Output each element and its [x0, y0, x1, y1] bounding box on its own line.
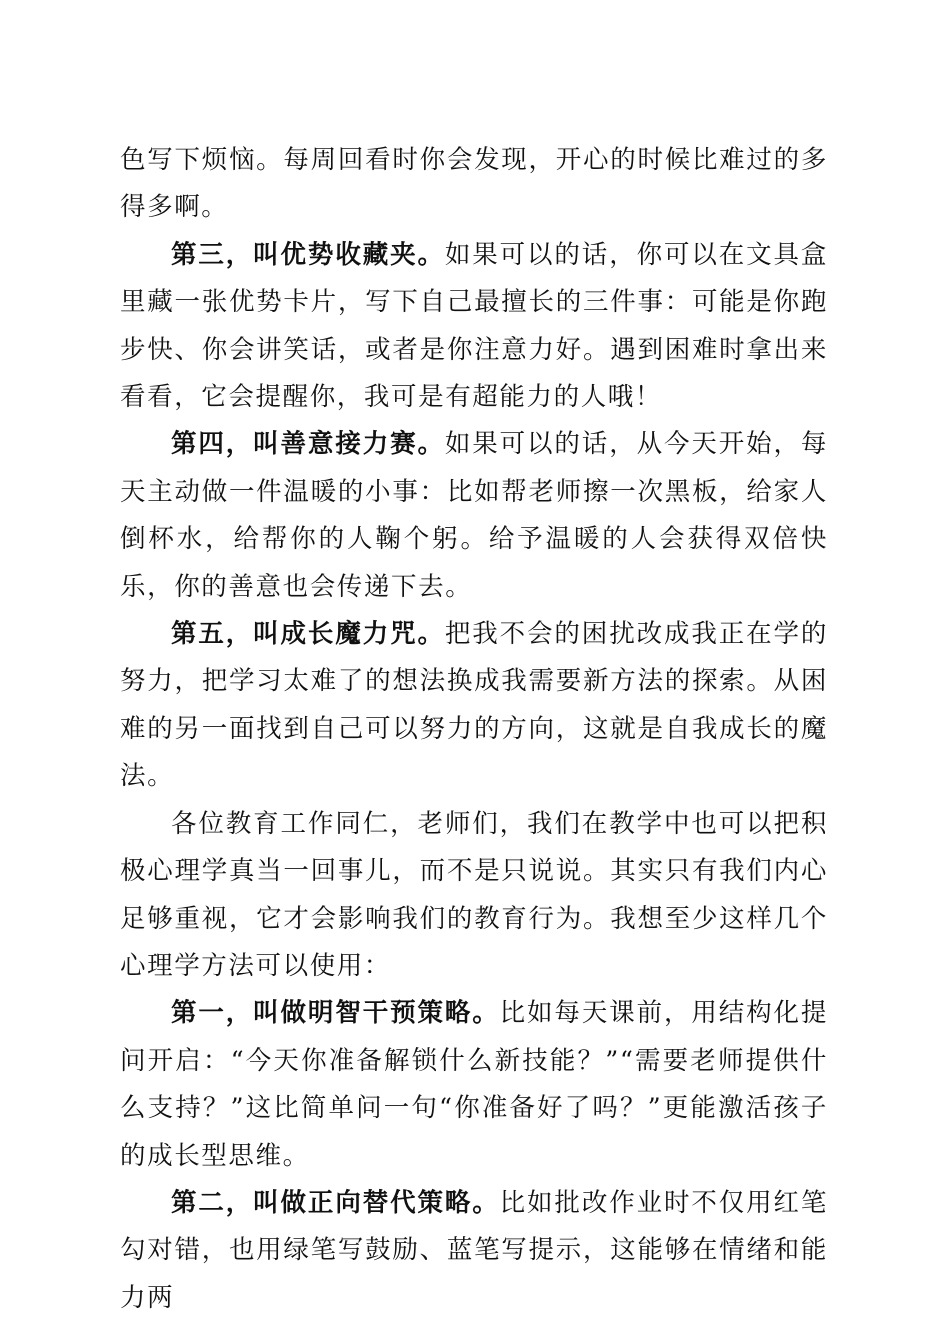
paragraph-text: 比如批改作业时不仅用红笔勾对错，也用绿笔写鼓励、蓝笔写提示，这能够在情绪和能力两	[120, 1187, 829, 1313]
paragraph-lead: 第一，叫做明智干预策略。	[171, 998, 500, 1029]
paragraph-teachers-intro	[120, 801, 828, 991]
paragraph-continuation	[120, 137, 828, 232]
paragraph-lead: 第三，叫优势收藏夹。	[171, 239, 445, 270]
paragraph-text: 如果可以的话，从今天开始，每天主动做一件温暖的小事：比如帮老师擦一次黑板，给家人倒杯水，给帮你的人鞠个躬。给予温暖的人会获得双倍快乐，你的善意也会传递下去。	[120, 429, 828, 602]
paragraph-text: 各位教育工作同仁，老师们，我们在教学中也可以把积极心理学真当一回事儿，而不是只说说。其实只有我们内心足够重视，它才会影响我们的教育行为。我想至少这样几个心理学方法可以使用：	[120, 808, 828, 981]
paragraph-text: 比如每天课前，用结构化提问开启：“今天你准备解锁什么新技能？”“需要老师提供什么支持？”这比简单问一句“你准备好了吗？”更能激活孩子的成长型思维。	[120, 998, 829, 1171]
paragraph-text: 色写下烦恼。每周回看时你会发现，开心的时候比难过的多得多啊。	[120, 145, 828, 223]
paragraph-fourth-point	[120, 421, 828, 611]
paragraph-text: 如果可以的话，你可以在文具盒里藏一张优势卡片，写下自己最擅长的三件事：可能是你跑步快、你会讲笑话，或者是你注意力好。遇到困难时拿出来看看，它会提醒你，我可是有超能力的人哦！	[120, 239, 828, 413]
paragraph-strategy-two	[120, 1180, 828, 1322]
paragraph-strategy-one	[120, 990, 828, 1180]
paragraph-lead: 第四，叫善意接力赛。	[171, 429, 445, 460]
paragraph-text: 把我不会的困扰改成我正在学的努力，把学习太难了的想法换成我需要新方法的探索。从困难的另一面找到自己可以努力的方向，这就是自我成长的魔法。	[120, 619, 828, 792]
paragraph-fifth-point	[120, 611, 828, 801]
paragraph-lead: 第二，叫做正向替代策略。	[171, 1187, 500, 1218]
paragraph-third-point	[120, 232, 828, 422]
paragraph-lead: 第五，叫成长魔力咒。	[171, 619, 445, 650]
document-body	[120, 137, 828, 1322]
